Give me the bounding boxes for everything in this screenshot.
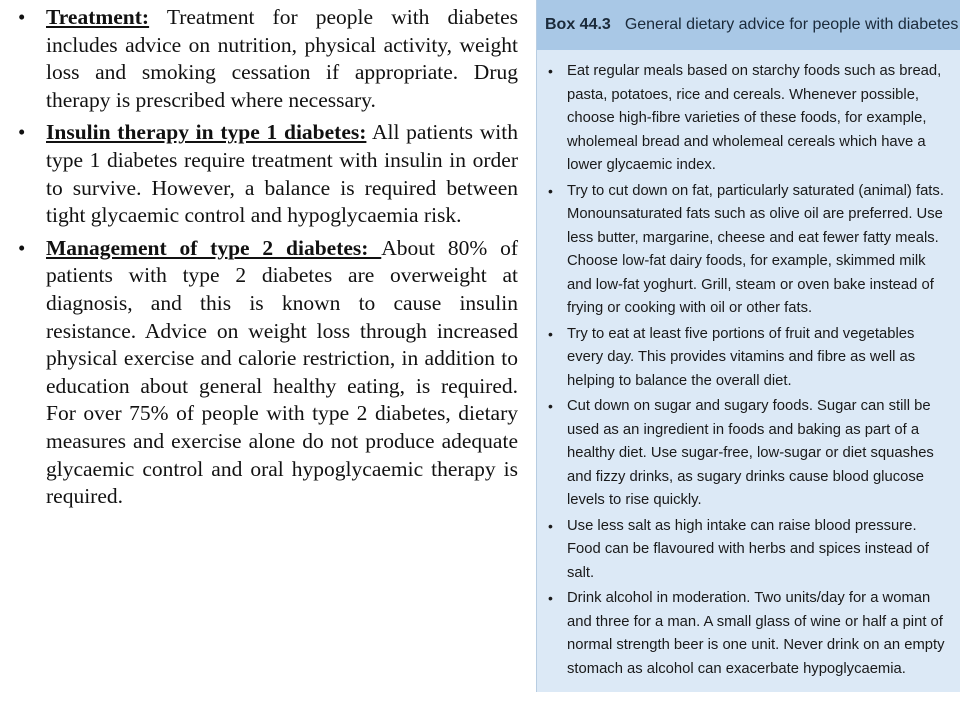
bullet-dot-icon: • [548,517,553,534]
bullet-type2-management [18,235,518,511]
box-item-sugar [545,395,953,513]
box-item-text: Drink alcohol in moderation. Two units/day for a woman and three for a man. A small glass of wine or half a pint of normal strength beer is one unit. Never drink on an empty stomach as alcohol can exacerbate hypoglycaemia. [567,590,945,677]
bullet-text: Treatment for people with diabetes includes advice on nutrition, physical activity, weight loss and smoking cessation if appropriate. Drug therapy is prescribed where necessary. [46,5,518,112]
bullet-dot-icon: • [18,5,26,29]
box-header [537,0,960,50]
box-item-fat [545,180,953,321]
box-item-alcohol [545,587,953,681]
box-item-text: Eat regular meals based on starchy foods such as bread, pasta, potatoes, rice and cereals. Whenever possible, choose high-fibre varieties of these foods, for example, wholemeal bread and wholemeal cereals which have a lower glycaemic index. [567,63,942,173]
bullet-dot-icon: • [548,182,553,199]
box-item-salt [545,515,953,586]
box-item-text: Use less salt as high intake can raise blood pressure. Food can be flavoured with herbs and spices instead of salt. [567,517,929,581]
bullet-heading: Insulin therapy in type 1 diabetes: [46,120,367,145]
bullet-dot-icon: • [18,120,26,145]
bullet-text: About 80% of patients with type 2 diabetes are overweight at diagnosis, and this is known to cause insulin resistance. Advice on weight loss through increased physical exercise and calorie restriction, in addition to education about general healthy eating, is required. For over 75% of people with type 2 diabetes, dietary measures and exercise alone do not produce adequate glycaemic control and oral hypoglycaemic therapy is required. [46,235,519,509]
box-item-text: Try to cut down on fat, particularly saturated (animal) fats. Monounsaturated fats such as olive oil are preferred. Use less butter, margarine, cheese and eat fewer fatty meals. Choose low-fat dairy foods, for example, skimmed milk and low-fat yoghurt. Grill, steam or oven bake instead of frying or cooking with oil or other fats. [567,182,944,316]
bullet-text: All patients with type 1 diabetes require treatment with insulin in order to survive. However, a balance is required between tight glycaemic control and hypoglycaemia risk. [46,120,518,228]
box-list [537,50,960,681]
bullet-treatment [18,4,518,114]
box-item-text: Try to eat at least five portions of fruit and vegetables every day. This provides vitamins and fibre as well as helping to balance the overall diet. [567,325,916,389]
bullet-dot-icon: • [548,398,553,414]
bullet-dot-icon: • [548,590,553,606]
box-item-starchy-foods [545,60,953,178]
box-number: Box 44.3 [545,16,611,33]
bullet-dot-icon: • [18,235,26,260]
bullet-insulin-therapy [18,119,518,229]
bullet-dot-icon: • [548,325,553,342]
box-item-fruit-veg [545,323,953,394]
box-item-text: Cut down on sugar and sugary foods. Sugar can still be used as an ingredient in foods and baking as part of a healthy diet. Use sugar-free, low-sugar or diet squashes and fizzy drinks, as sugary drinks cause blood glucose levels to rise quickly. [567,398,934,508]
bullet-list [18,4,518,511]
bullet-heading: Treatment: [46,5,150,29]
box-title: General dietary advice for people with diabetes [624,16,959,33]
dietary-advice-box [536,0,960,692]
main-text-column [18,4,518,516]
bullet-heading: Management of type 2 diabetes: [46,235,382,260]
bullet-dot-icon: • [548,63,553,79]
